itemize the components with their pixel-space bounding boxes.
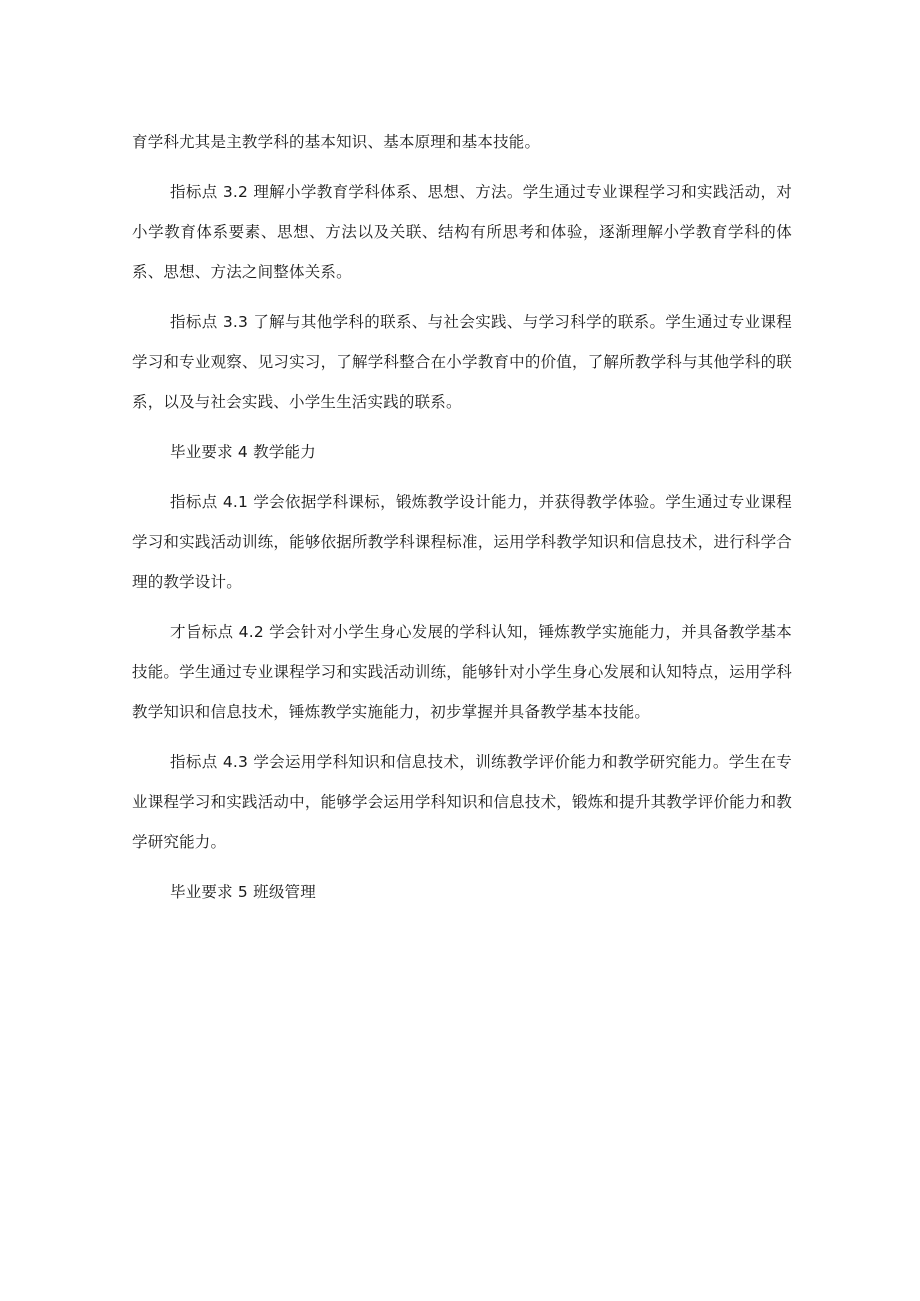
heading-requirement-4: 毕业要求 4 教学能力 [170,443,316,461]
paragraph-indicator-4-3: 指标点 4.3 学会运用学科知识和信息技术，训练教学评价能力和教学研究能力。学生在专业课程学习和实践活动中，能够学会运用学科知识和信息技术，锻炼和提升其教学评价能力和教学研究能力。 [132,753,792,851]
paragraph-indicator-4-1: 指标点 4.1 学会依据学科课标，锻炼教学设计能力，并获得教学体验。学生通过专业课程学习和实践活动训练，能够依据所教学科课程标准，运用学科教学知识和信息技术，进行科学合理的教学设计。 [132,493,792,591]
paragraph-continuation: 育学科尤其是主教学科的基本知识、基本原理和基本技能。 [132,133,541,151]
document-body [132,122,792,922]
paragraph-indicator-3-2: 指标点 3.2 理解小学教育学科体系、思想、方法。学生通过专业课程学习和实践活动，对小学教育体系要素、思想、方法以及关联、结构有所思考和体验，逐渐理解小学教育学科的体系、思想、方法之间整体关系。 [132,183,792,281]
paragraph-indicator-3-3: 指标点 3.3 了解与其他学科的联系、与社会实践、与学习科学的联系。学生通过专业课程学习和专业观察、见习实习，了解学科整合在小学教育中的价值，了解所教学科与其他学科的联系，以及与社会实践、小学生生活实践的联系。 [132,313,792,411]
paragraph-indicator-4-2: 才旨标点 4.2 学会针对小学生身心发展的学科认知，锤炼教学实施能力，并具备教学基本技能。学生通过专业课程学习和实践活动训练，能够针对小学生身心发展和认知特点，运用学科教学知识和信息技术，锤炼教学实施能力，初步掌握并具备教学基本技能。 [132,623,792,721]
heading-requirement-5: 毕业要求 5 班级管理 [170,883,316,901]
